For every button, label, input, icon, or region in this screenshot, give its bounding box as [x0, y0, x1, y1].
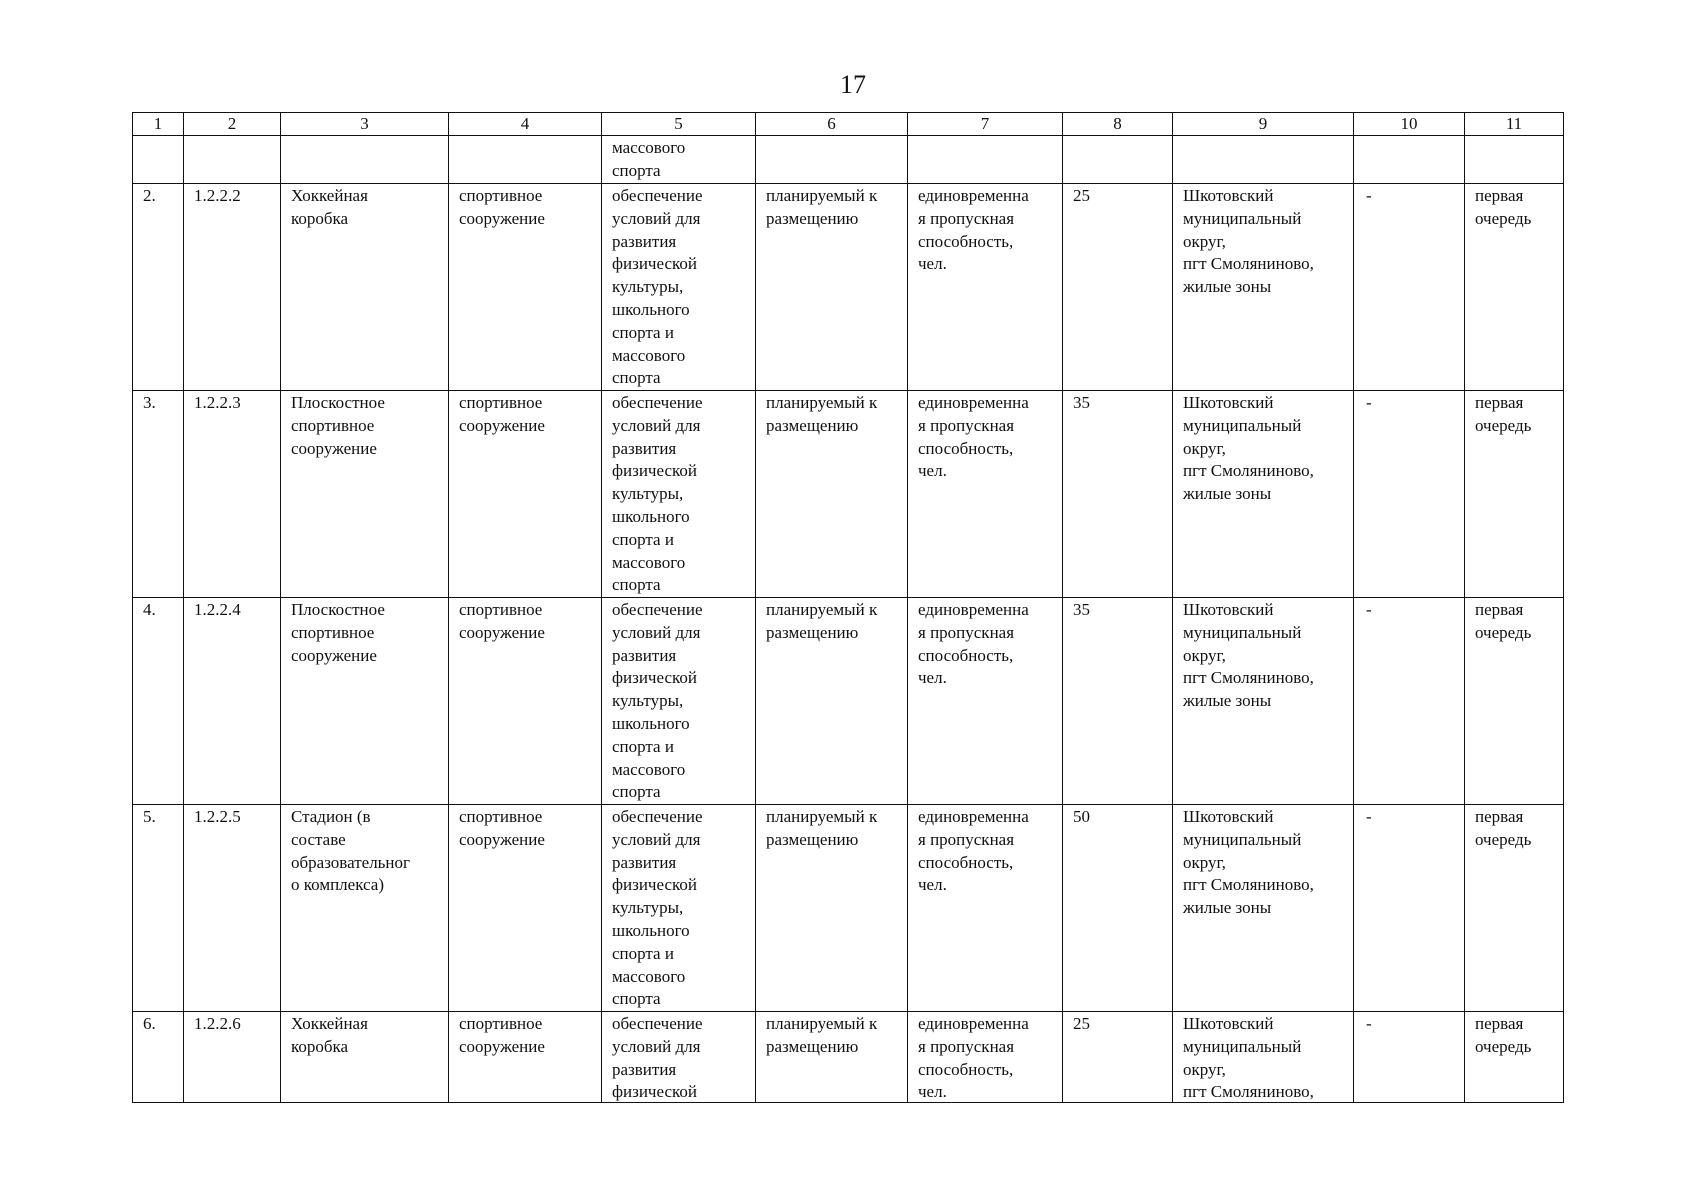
table-cell-col-11 [1465, 391, 1564, 598]
cell-text: 35 [1073, 393, 1090, 412]
cell-text [281, 136, 448, 183]
cell-text: 6. [143, 1014, 156, 1033]
table-cell-col-3 [281, 1012, 449, 1103]
table-cell-col-9 [1173, 598, 1354, 805]
cell-text [133, 136, 183, 183]
cell-text: 3 [360, 114, 369, 133]
cell-text: спортивное сооружение [459, 186, 545, 228]
table-cell-col-3 [281, 136, 449, 184]
table-cell-col-11 [1465, 136, 1564, 184]
cell-text: - [1366, 186, 1372, 205]
table-cell-col-8 [1063, 805, 1173, 1012]
table-cell-col-5 [602, 113, 756, 136]
table-cell-col-5 [602, 391, 756, 598]
table-cell-col-1 [133, 805, 184, 1012]
cell-text [756, 136, 907, 183]
table-cell-col-9 [1173, 113, 1354, 136]
table-cell-col-2 [184, 391, 281, 598]
table-row [133, 598, 1564, 805]
table-cell-col-11 [1465, 1012, 1564, 1103]
cell-text: 50 [1073, 807, 1090, 826]
table-cell-col-4 [449, 136, 602, 184]
table-cell-col-8 [1063, 391, 1173, 598]
cell-text: спортивное сооружение [459, 1014, 545, 1056]
cell-text: - [1366, 1014, 1372, 1033]
cell-text [1465, 136, 1563, 183]
table-cell-col-7 [908, 184, 1063, 391]
table-cell-col-10 [1354, 598, 1465, 805]
column-number-row [133, 113, 1564, 136]
table-cell-col-9 [1173, 1012, 1354, 1103]
table-cell-col-10 [1354, 184, 1465, 391]
cell-text: 35 [1073, 600, 1090, 619]
table-cell-col-2 [184, 805, 281, 1012]
table-cell-col-10 [1354, 113, 1465, 136]
cell-text: Шкотовский муниципальный округ, пгт Смоляниново, жилые зоны [1183, 600, 1314, 711]
table-cell-col-11 [1465, 113, 1564, 136]
cell-text: первая очередь [1475, 807, 1532, 849]
table-row [133, 184, 1564, 391]
cell-text: обеспечение условий для развития физической культуры, школьного спорта и массового спорта [612, 600, 703, 802]
cell-text: 8 [1113, 114, 1122, 133]
table-cell-col-8 [1063, 1012, 1173, 1103]
cell-text: Плоскостное спортивное сооружение [291, 600, 385, 665]
cell-text: Хоккейная коробка [291, 186, 368, 228]
cell-text: 7 [980, 114, 990, 133]
cell-text: первая очередь [1475, 600, 1532, 642]
cell-text: единовременна я пропускная способность, чел. [918, 393, 1029, 481]
cell-text: Плоскостное спортивное сооружение [291, 393, 385, 458]
table-cell-col-4 [449, 113, 602, 136]
cell-text: Шкотовский муниципальный округ, пгт Смоляниново, жилые зоны [1183, 393, 1314, 504]
cell-text: планируемый к размещению [766, 807, 878, 849]
table-cell-col-6 [756, 598, 908, 805]
table-cell-col-11 [1465, 598, 1564, 805]
table-cell-col-2 [184, 113, 281, 136]
table-cell-col-1 [133, 598, 184, 805]
table-cell-col-3 [281, 113, 449, 136]
cell-text: Шкотовский муниципальный округ, пгт Смоляниново, жилые зоны [1183, 807, 1314, 918]
cell-text: обеспечение условий для развития физической культуры, школьного спорта и массового спорта [612, 393, 703, 595]
table-cell-col-6 [756, 136, 908, 184]
table-cell-col-3 [281, 391, 449, 598]
table-cell-col-10 [1354, 136, 1465, 184]
cell-text: 25 [1073, 186, 1090, 205]
cell-text: обеспечение условий для развития физической [612, 1014, 703, 1102]
cell-text [184, 136, 280, 183]
cell-text: 3. [143, 393, 156, 412]
table-cell-col-8 [1063, 136, 1173, 184]
cell-text: обеспечение условий для развития физической культуры, школьного спорта и массового спорта [612, 186, 703, 388]
cell-text: спортивное сооружение [459, 600, 545, 642]
table-cell-col-7 [908, 113, 1063, 136]
page-number: 17 [840, 70, 866, 99]
table-cell-col-9 [1173, 805, 1354, 1012]
table-cell-col-1 [133, 184, 184, 391]
table-cell-col-7 [908, 1012, 1063, 1103]
table-cell-col-5 [602, 184, 756, 391]
table-cell-col-6 [756, 391, 908, 598]
table-cell-col-4 [449, 184, 602, 391]
cell-text: первая очередь [1475, 186, 1532, 228]
cell-text: 1.2.2.6 [194, 1014, 241, 1033]
cell-text: Шкотовский муниципальный округ, пгт Смоляниново, жилые зоны [1183, 186, 1314, 297]
table-cell-col-8 [1063, 113, 1173, 136]
table-cell-col-4 [449, 391, 602, 598]
cell-text: 1.2.2.4 [194, 600, 241, 619]
table-cell-col-10 [1354, 391, 1465, 598]
cell-text: спортивное сооружение [459, 393, 545, 435]
cell-text: 5 [674, 114, 683, 133]
cell-text: единовременна я пропускная способность, чел. [918, 600, 1029, 688]
table-cell-col-3 [281, 598, 449, 805]
table-cell-col-7 [908, 598, 1063, 805]
table-cell-col-2 [184, 598, 281, 805]
cell-text [449, 136, 601, 183]
cell-text: 1.2.2.5 [194, 807, 241, 826]
table-cell-col-8 [1063, 184, 1173, 391]
cell-text: 25 [1073, 1014, 1090, 1033]
cell-text: 4 [520, 114, 530, 133]
cell-text: 2 [227, 114, 237, 133]
objects-table [132, 112, 1564, 1103]
table-row [133, 805, 1564, 1012]
table-cell-col-5 [602, 805, 756, 1012]
cell-text: планируемый к размещению [766, 1014, 878, 1056]
cell-text: - [1366, 807, 1372, 826]
cell-text: 11 [1505, 114, 1523, 133]
table-row [133, 1012, 1564, 1103]
cell-text: обеспечение условий для развития физической культуры, школьного спорта и массового спорта [612, 807, 703, 1009]
table-cell-col-3 [281, 184, 449, 391]
table-row [133, 136, 1564, 184]
cell-text: 1 [153, 114, 163, 133]
table-cell-col-6 [756, 184, 908, 391]
table-cell-col-3 [281, 805, 449, 1012]
table-cell-col-9 [1173, 184, 1354, 391]
cell-text: планируемый к размещению [766, 600, 878, 642]
table-cell-col-1 [133, 113, 184, 136]
cell-text: 1.2.2.2 [194, 186, 241, 205]
table-cell-col-5 [602, 136, 756, 184]
cell-text [1354, 136, 1464, 183]
table-cell-col-10 [1354, 1012, 1465, 1103]
cell-text: 4. [143, 600, 156, 619]
cell-text: планируемый к размещению [766, 393, 878, 435]
cell-text: 1.2.2.3 [194, 393, 241, 412]
table-cell-col-10 [1354, 805, 1465, 1012]
cell-text: 10 [1400, 114, 1418, 133]
cell-text: Стадион (в составе образовательног о комплекса) [291, 807, 410, 895]
table-cell-col-7 [908, 805, 1063, 1012]
cell-text: 5. [143, 807, 156, 826]
cell-text: - [1366, 393, 1372, 412]
cell-text: 9 [1258, 114, 1268, 133]
cell-text: единовременна я пропускная способность, чел. [918, 1014, 1029, 1102]
cell-text: спортивное сооружение [459, 807, 545, 849]
cell-text: - [1366, 600, 1372, 619]
table-cell-col-2 [184, 1012, 281, 1103]
table-row [133, 391, 1564, 598]
table-cell-col-5 [602, 598, 756, 805]
table-cell-col-6 [756, 113, 908, 136]
table-cell-col-11 [1465, 805, 1564, 1012]
table-cell-col-4 [449, 805, 602, 1012]
cell-text: первая очередь [1475, 393, 1532, 435]
table-cell-col-9 [1173, 136, 1354, 184]
cell-text: единовременна я пропускная способность, чел. [918, 807, 1029, 895]
table-cell-col-7 [908, 391, 1063, 598]
table-cell-col-6 [756, 1012, 908, 1103]
table-cell-col-1 [133, 391, 184, 598]
table-cell-col-8 [1063, 598, 1173, 805]
table-cell-col-9 [1173, 391, 1354, 598]
table-cell-col-4 [449, 598, 602, 805]
cell-text [908, 136, 1062, 183]
table-cell-col-11 [1465, 184, 1564, 391]
cell-text: массового спорта [612, 138, 686, 180]
cell-text: Шкотовский муниципальный округ, пгт Смоляниново, [1183, 1014, 1314, 1102]
table-cell-col-1 [133, 1012, 184, 1103]
cell-text: 6 [827, 114, 836, 133]
table-cell-col-2 [184, 184, 281, 391]
table-cell-col-2 [184, 136, 281, 184]
cell-text: первая очередь [1475, 1014, 1532, 1056]
table-cell-col-5 [602, 1012, 756, 1103]
table-cell-col-6 [756, 805, 908, 1012]
table-cell-col-7 [908, 136, 1063, 184]
cell-text: Хоккейная коробка [291, 1014, 368, 1056]
cell-text: единовременна я пропускная способность, чел. [918, 186, 1029, 274]
cell-text [1173, 136, 1353, 183]
table-cell-col-4 [449, 1012, 602, 1103]
table-cell-col-1 [133, 136, 184, 184]
cell-text [1063, 136, 1172, 183]
cell-text: 2. [143, 186, 156, 205]
cell-text: планируемый к размещению [766, 186, 878, 228]
